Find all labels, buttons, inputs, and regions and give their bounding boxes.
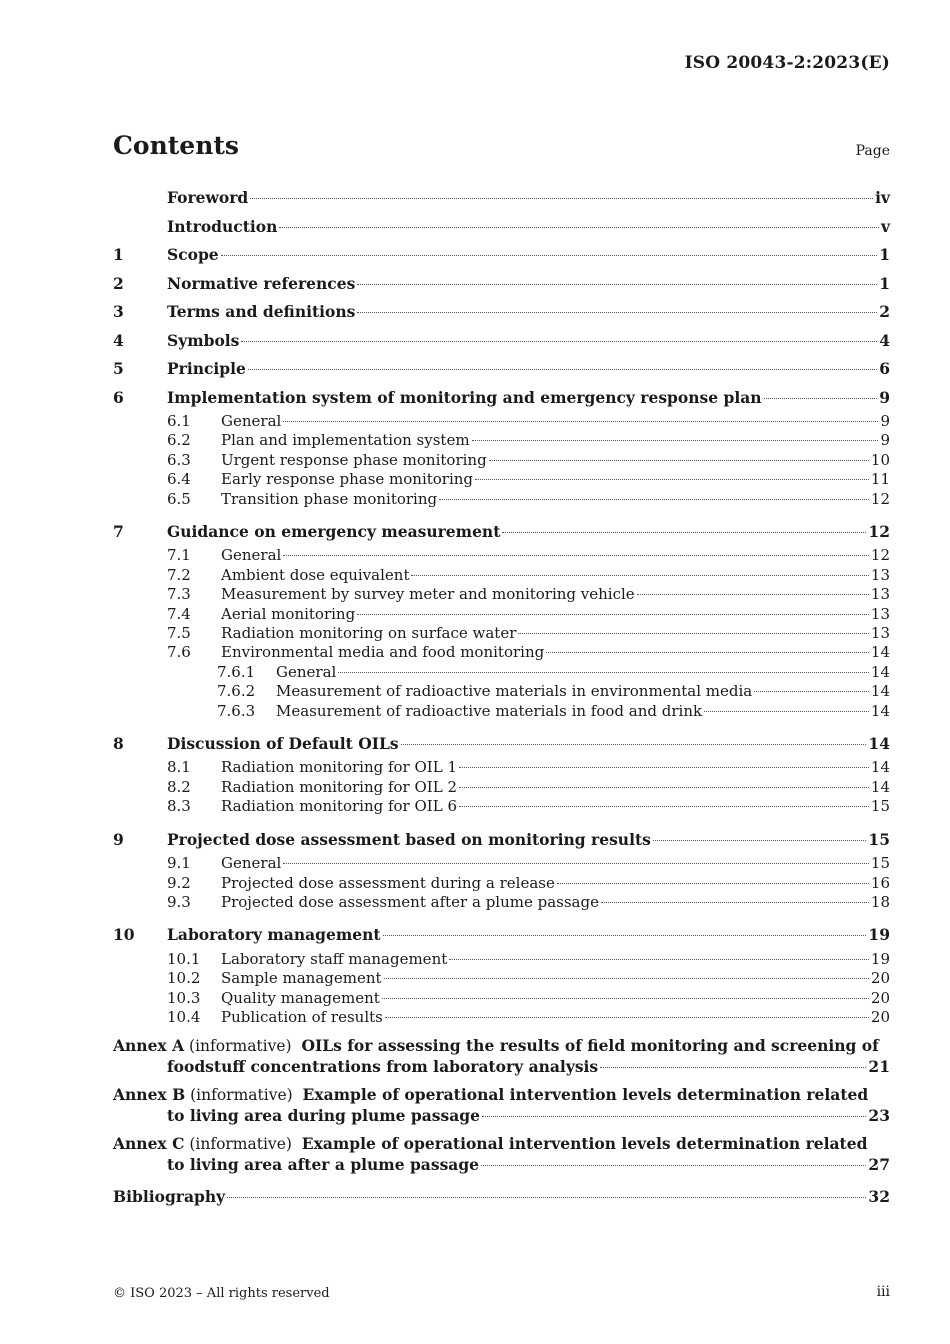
toc-entry-number: 6.3 [167, 450, 191, 469]
toc-entry-label: Implementation system of monitoring and emergency response plan [167, 387, 762, 407]
annex-title-part2: to living area during plume passage [167, 1105, 480, 1125]
leader-dots [250, 198, 873, 199]
leader-dots [754, 691, 869, 692]
annex-entry[interactable] [113, 1134, 890, 1174]
leader-dots [653, 840, 867, 841]
toc-entry[interactable] [113, 213, 890, 242]
leader-dots [384, 978, 869, 979]
toc-entry-number: 7.6 [167, 643, 191, 662]
toc-entry-number: 6 [113, 387, 124, 407]
toc-entry-page: 14 [870, 701, 890, 720]
annex-page: 23 [868, 1105, 890, 1125]
toc-entry-page: 15 [868, 829, 890, 849]
toc-entry-label: General [276, 662, 337, 681]
toc-entry-number: 2 [113, 273, 124, 293]
toc-entry-number: 6.5 [167, 489, 191, 508]
leader-dots [357, 284, 877, 285]
toc-entry-number: 6.2 [167, 431, 191, 450]
toc-entry[interactable] [113, 605, 890, 624]
toc-entry[interactable] [113, 969, 890, 988]
annex-title-line [113, 1106, 890, 1126]
annex-id: Annex A [113, 1036, 185, 1056]
toc-entry-page: 2 [879, 302, 890, 321]
leader-dots [401, 744, 867, 745]
toc-entry-page: 13 [870, 624, 890, 643]
toc-entry-label: Early response phase monitoring [221, 470, 474, 489]
leader-dots [459, 806, 869, 807]
toc-entry-page: 14 [870, 662, 890, 681]
leader-dots [459, 787, 869, 788]
toc-entry-label: General [221, 412, 282, 430]
toc-entry-number: 7.1 [167, 546, 191, 565]
leader-dots [338, 672, 869, 673]
toc-entry-page: 9 [880, 431, 890, 450]
toc-entry-page: 15 [870, 854, 890, 873]
annex-title-part1: OILs for assessing the results of field monitoring and screening of [301, 1036, 879, 1056]
annex-title-part2: to living area after a plume passage [167, 1154, 480, 1174]
toc-entry[interactable] [113, 451, 890, 470]
toc-entry-label: Symbols [167, 330, 240, 350]
leader-dots [241, 341, 877, 342]
toc-entry[interactable] [113, 431, 890, 450]
annex-title-line [113, 1036, 890, 1057]
toc-entry-number: 5 [113, 359, 124, 378]
toc-entry[interactable] [113, 384, 890, 413]
toc-entry-page: 9 [879, 387, 890, 407]
toc-entry-page: 19 [868, 925, 890, 945]
leader-dots [475, 479, 869, 480]
toc-entry-page: 9 [880, 412, 890, 430]
toc-entry[interactable] [113, 355, 890, 384]
toc-entry-number: 7.6.3 [217, 701, 256, 720]
toc-entry[interactable] [113, 643, 890, 662]
toc-entry-label: Discussion of Default OILs [167, 733, 399, 753]
toc-entry-number: 10.2 [167, 969, 201, 988]
document-id: ISO 20043-2:2023(E) [684, 53, 890, 73]
annex-page: 27 [868, 1154, 890, 1174]
leader-dots [704, 711, 869, 712]
toc-entry-page: 11 [870, 470, 890, 489]
leader-dots [279, 227, 879, 228]
toc-entry-number: 7 [113, 521, 124, 541]
toc-entry-page: 6 [879, 359, 890, 378]
toc-entry-label: Introduction [167, 216, 278, 236]
annex-title-part1: Example of operational intervention levels determination related [302, 1085, 869, 1105]
toc-entry-page: 14 [868, 733, 890, 753]
toc-entry-label: General [221, 854, 282, 873]
toc-entry-label: Measurement of radioactive materials in environmental media [276, 682, 753, 701]
toc-entry-label: Publication of results [221, 1007, 383, 1026]
toc-entry-label: Principle [167, 359, 246, 378]
toc-entry-number: 7.2 [167, 565, 191, 584]
toc-entry-page: iv [875, 188, 890, 207]
toc-entry-page: 12 [870, 546, 890, 565]
toc-entry[interactable] [113, 1008, 890, 1027]
toc-entry[interactable] [113, 921, 890, 950]
annex-id: Annex B [113, 1085, 186, 1105]
toc-entry-label: Laboratory management [167, 925, 381, 945]
leader-dots [357, 614, 869, 615]
toc-entry-page: 1 [879, 245, 890, 264]
table-of-contents [113, 184, 890, 1212]
toc-entry-label: Radiation monitoring for OIL 6 [221, 797, 457, 816]
toc-entry-number: 10 [113, 925, 135, 945]
leader-dots [283, 421, 878, 422]
toc-entry-page: 18 [870, 892, 890, 911]
toc-entry-label: Radiation monitoring for OIL 2 [221, 777, 457, 796]
annex-type: (informative) [190, 1086, 293, 1105]
toc-entry[interactable] [113, 989, 890, 1008]
toc-entry-page: 13 [870, 604, 890, 623]
toc-entry-number: 8.3 [167, 797, 191, 816]
toc-entry-label: Transition phase monitoring [221, 489, 438, 508]
toc-entry-page: 12 [870, 489, 890, 508]
page-column-label: Page [855, 143, 890, 159]
toc-entry[interactable] [113, 797, 890, 816]
toc-entry[interactable] [113, 874, 890, 893]
toc-entry[interactable] [113, 702, 890, 721]
toc-entry-number: 10.3 [167, 988, 201, 1007]
toc-entry-label: Ambient dose equivalent [221, 565, 410, 584]
toc-entry-page: 13 [870, 585, 890, 604]
toc-entry[interactable] [113, 758, 890, 777]
annex-type: (informative) [189, 1135, 292, 1154]
toc-entry-bibliography[interactable] [113, 1183, 890, 1212]
toc-entry-number: 10.4 [167, 1007, 201, 1026]
page-title: Contents [113, 131, 240, 160]
toc-entry[interactable] [113, 950, 890, 969]
leader-dots [283, 555, 869, 556]
toc-entry-page: 20 [870, 969, 890, 988]
annex-page: 21 [868, 1056, 890, 1076]
toc-entry-label: Plan and implementation system [221, 431, 470, 450]
toc-entry[interactable] [113, 298, 890, 327]
toc-entry-number: 9.3 [167, 892, 191, 911]
toc-entry-label: Scope [167, 245, 219, 264]
leader-dots [472, 440, 879, 441]
toc-entry-page: 1 [879, 273, 890, 293]
toc-entry[interactable] [113, 490, 890, 509]
toc-entry-label: Radiation monitoring for OIL 1 [221, 758, 457, 777]
toc-entry-label: Quality management [221, 988, 380, 1007]
toc-entry[interactable] [113, 518, 890, 547]
toc-entry-page: 15 [870, 797, 890, 816]
toc-entry-page: 12 [868, 521, 890, 541]
toc-entry-number: 7.6.1 [217, 662, 256, 681]
toc-entry-number: 7.4 [167, 604, 191, 623]
toc-entry-number: 8.2 [167, 777, 191, 796]
toc-entry-number: 6.4 [167, 470, 191, 489]
toc-entry-page: 19 [870, 949, 890, 968]
toc-entry[interactable] [113, 682, 890, 701]
toc-entry-page: 14 [870, 758, 890, 777]
toc-entry[interactable] [113, 327, 890, 356]
toc-entry[interactable] [113, 546, 890, 565]
annex-title-part1: Example of operational intervention levels determination related [301, 1134, 868, 1154]
annex-title-line [113, 1134, 890, 1155]
leader-dots [439, 499, 869, 500]
toc-entry-label: Projected dose assessment based on monitoring results [167, 829, 651, 849]
toc-entry-page: 14 [870, 777, 890, 796]
toc-entry-label: Projected dose assessment during a release [221, 873, 555, 892]
toc-entry-number: 10.1 [167, 949, 201, 968]
toc-entry-number: 9.2 [167, 873, 191, 892]
toc-entry-page: 4 [879, 330, 890, 350]
toc-entry-page: v [880, 216, 890, 236]
toc-entry[interactable] [113, 585, 890, 604]
toc-entry-label: Foreword [167, 188, 249, 207]
toc-entry-label: Projected dose assessment after a plume passage [221, 892, 599, 911]
toc-entry[interactable] [113, 893, 890, 912]
toc-entry-label: Laboratory staff management [221, 949, 448, 968]
toc-entry-page: 20 [870, 988, 890, 1007]
toc-entry[interactable] [113, 730, 890, 759]
toc-entry-label: Measurement of radioactive materials in food and drink [276, 701, 703, 720]
annex-title-line [113, 1085, 890, 1106]
annex-entry[interactable] [113, 1036, 890, 1076]
toc-entry[interactable] [113, 184, 890, 213]
toc-entry[interactable] [113, 854, 890, 873]
toc-entry[interactable] [113, 778, 890, 797]
toc-entry-label: Sample management [221, 969, 382, 988]
toc-entry-label: Terms and definitions [167, 302, 356, 321]
copyright-footer: © ISO 2023 – All rights reserved [113, 1286, 330, 1301]
leader-dots [449, 959, 869, 960]
toc-entry[interactable] [113, 663, 890, 682]
leader-dots [227, 1197, 866, 1198]
leader-dots [459, 767, 869, 768]
leader-dots [221, 255, 878, 256]
annex-type: (informative) [189, 1037, 292, 1056]
leader-dots [385, 1017, 869, 1018]
toc-entry-label: Guidance on emergency measurement [167, 521, 501, 541]
leader-dots [382, 998, 869, 999]
toc-entry[interactable] [113, 241, 890, 270]
toc-entry-label: Normative references [167, 273, 356, 293]
leader-dots [248, 369, 877, 370]
leader-dots [518, 633, 869, 634]
toc-entry-number: 1 [113, 245, 124, 264]
leader-dots [600, 1067, 866, 1068]
leader-dots [482, 1116, 866, 1117]
toc-entry[interactable] [113, 470, 890, 489]
toc-entry-page: 13 [870, 565, 890, 584]
toc-entry-page: 10 [870, 450, 890, 469]
annex-entry[interactable] [113, 1085, 890, 1125]
toc-entry-label: Measurement by survey meter and monitoring vehicle [221, 585, 635, 604]
leader-dots [546, 652, 869, 653]
toc-entry-number: 9.1 [167, 854, 191, 873]
toc-entry-label: Urgent response phase monitoring [221, 450, 487, 469]
toc-entry-number: 8.1 [167, 758, 191, 777]
leader-dots [283, 863, 869, 864]
toc-entry-page: 14 [870, 682, 890, 701]
leader-dots [357, 312, 877, 313]
toc-entry-number: 9 [113, 829, 124, 849]
toc-entry[interactable] [113, 566, 890, 585]
annex-id: Annex C [113, 1134, 185, 1154]
toc-entry-label: Aerial monitoring [221, 604, 356, 623]
toc-entry-label: General [221, 546, 282, 565]
leader-dots [637, 594, 869, 595]
toc-entry-number: 3 [113, 302, 124, 321]
toc-entry-page: 32 [868, 1187, 890, 1207]
leader-dots [502, 532, 866, 533]
toc-entry[interactable] [113, 826, 890, 855]
toc-entry-page: 20 [870, 1007, 890, 1026]
leader-dots [481, 1165, 866, 1166]
leader-dots [489, 460, 869, 461]
annex-title-line [113, 1057, 890, 1077]
annex-title-line [113, 1155, 890, 1175]
toc-entry[interactable] [113, 412, 890, 431]
page-number: iii [876, 1284, 890, 1300]
toc-entry-label: Radiation monitoring on surface water [221, 624, 517, 643]
leader-dots [557, 883, 869, 884]
toc-entry-number: 8 [113, 733, 124, 753]
toc-entry[interactable] [113, 624, 890, 643]
leader-dots [383, 935, 867, 936]
toc-entry-number: 7.6.2 [217, 682, 256, 701]
toc-entry-page: 14 [870, 643, 890, 662]
annex-title-part2: foodstuff concentrations from laboratory analysis [167, 1056, 599, 1076]
toc-entry-number: 6.1 [167, 412, 191, 430]
leader-dots [601, 902, 869, 903]
toc-entry-number: 7.5 [167, 624, 191, 643]
toc-entry-label: Environmental media and food monitoring [221, 643, 545, 662]
toc-entry-number: 4 [113, 330, 124, 350]
toc-entry-number: 7.3 [167, 585, 191, 604]
toc-entry-page: 16 [870, 873, 890, 892]
leader-dots [411, 575, 868, 576]
toc-entry-label: Bibliography [113, 1187, 226, 1207]
toc-entry[interactable] [113, 270, 890, 299]
leader-dots [764, 398, 878, 399]
